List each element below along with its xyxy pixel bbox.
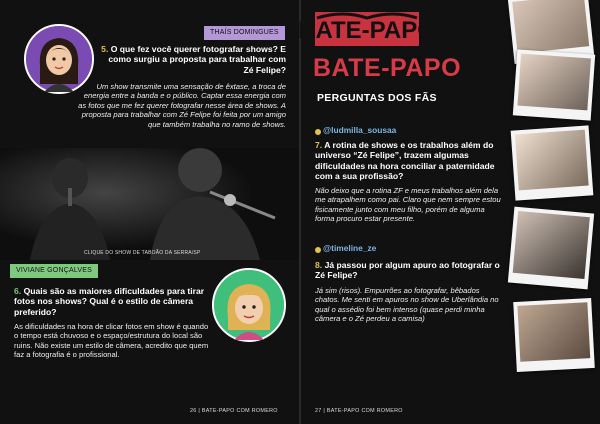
question-7 <box>315 140 505 182</box>
question-number: 5. <box>101 44 109 54</box>
answer-7: Não deixo que a rotina ZF e meus trabalhos além dela me atrapalhem como pai. Claro que nem sempre estou fisicamente junto com meu filho, porém de alguma forma procuro estar presente. <box>315 186 501 224</box>
question-text: Quais são as maiores dificuldades para tirar fotos nos shows? Qual é o estilo de câmera preferido? <box>14 286 205 317</box>
answer-6: As dificuldades na hora de clicar fotos em show é quando o tempo está chuvoso e o espaço/estrutura do local são ruins. Não existe um estilo de câmera, acredito que quem faz a fotografia é o profissional. <box>14 322 209 360</box>
bullet-icon <box>315 247 321 253</box>
answer-5: Um show transmite uma sensação de êxtase, a troca de energia entre a banda e o público. Captar essa energia com as fotos que me fez querer fotografar nesse área de shows. A proposta para trabalhar com Zé Felipe foi feita por um amigo que também trabalha no ramo de shows. <box>78 82 286 129</box>
concert-photo <box>0 148 299 260</box>
polaroid-photo <box>513 298 595 372</box>
fan-handle-8: @timeline_ze <box>323 243 377 253</box>
page-footer-right: 27 | BATE-PAPO COM ROMERO <box>315 408 403 414</box>
logo-graphic <box>298 8 436 50</box>
answer-8: Já sim (risos). Empurrões ao fotografar, bêbados chatos. Me senti em apuros no show de Uberlândia no qual o assédio foi bem intenso (quase perdi minha câmera e o Zé perdeu a camisa) <box>315 286 499 324</box>
logo-title: BATE-PAPO <box>313 54 462 82</box>
page-footer-left: 26 | BATE-PAPO COM ROMERO <box>190 408 278 414</box>
question-number: 8. <box>315 260 323 270</box>
section-subtitle: PERGUNTAS DOS FÃS <box>317 92 437 104</box>
left-page <box>0 0 299 424</box>
polaroid-photo <box>508 207 594 290</box>
question-text: A rotina de shows e os trabalhos além do universo “Zé Felipe”, trazem algumas dificuldades na hora conciliar a paternidade com a sua profissão? <box>315 140 495 182</box>
author-tag-thais: THAÍS DOMINGUES <box>204 26 285 40</box>
fan-handle-7: @ludmilla_sousaa <box>323 125 397 135</box>
polaroid-photo <box>513 49 595 120</box>
viviane-avatar <box>212 268 286 342</box>
photo-caption: CLIQUE DO SHOW DE TABOÃO DA SERRA/SP <box>84 250 201 256</box>
question-text: O que fez você querer fotografar shows? E como surgiu a proposta para trabalhar com Zé Felipe? <box>108 44 286 75</box>
question-number: 7. <box>315 140 323 150</box>
question-text: Já passou por algum apuro ao fotografar o Zé Felipe? <box>315 260 500 281</box>
author-tag-viviane: VIVIANE GONÇALVES <box>10 264 98 278</box>
question-6 <box>14 286 210 317</box>
logo-top-text: BATE-PAPO <box>298 17 436 44</box>
question-number: 6. <box>14 286 22 296</box>
bullet-icon <box>315 129 321 135</box>
polaroid-photo <box>511 125 594 200</box>
question-5 <box>100 44 286 75</box>
right-page <box>298 0 600 424</box>
question-8 <box>315 260 501 281</box>
